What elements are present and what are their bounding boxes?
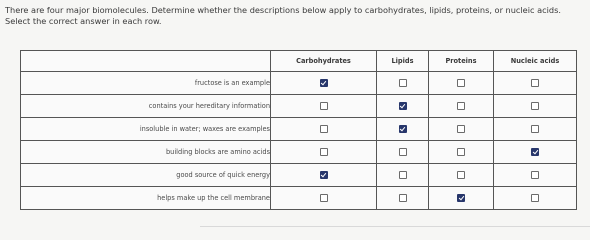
checkbox[interactable]	[457, 148, 465, 156]
checkbox[interactable]	[399, 102, 407, 110]
checkbox[interactable]	[457, 125, 465, 133]
cell-nucleic-acids	[494, 187, 577, 210]
cell-proteins	[429, 95, 494, 118]
header-lipids: Lipids	[377, 51, 429, 72]
table-row	[21, 187, 577, 210]
checkbox[interactable]	[531, 194, 539, 202]
cell-proteins	[429, 141, 494, 164]
checkbox[interactable]	[399, 148, 407, 156]
cell-nucleic-acids	[494, 118, 577, 141]
checkbox[interactable]	[531, 79, 539, 87]
checkbox[interactable]	[457, 79, 465, 87]
checkbox[interactable]	[531, 171, 539, 179]
table-row	[21, 141, 577, 164]
checkbox[interactable]	[457, 171, 465, 179]
checkbox[interactable]	[320, 148, 328, 156]
row-description: good source of quick energy	[21, 164, 271, 187]
cell-carbohydrates	[271, 72, 377, 95]
answer-grid	[20, 50, 577, 210]
checkbox[interactable]	[531, 125, 539, 133]
cell-nucleic-acids	[494, 95, 577, 118]
checkbox[interactable]	[320, 102, 328, 110]
cell-proteins	[429, 187, 494, 210]
cell-lipids	[377, 118, 429, 141]
cell-nucleic-acids	[494, 164, 577, 187]
table-row	[21, 95, 577, 118]
table-row	[21, 118, 577, 141]
cell-carbohydrates	[271, 118, 377, 141]
checkbox[interactable]	[399, 79, 407, 87]
row-description: building blocks are amino acids	[21, 141, 271, 164]
cell-nucleic-acids	[494, 141, 577, 164]
header-row	[21, 51, 577, 72]
question-text: There are four major biomolecules. Determine whether the descriptions below apply to carbohydrates, lipids, proteins, or nucleic acids. Select the correct answer in each row.	[5, 5, 561, 26]
row-description: fructose is an example	[21, 72, 271, 95]
cell-proteins	[429, 72, 494, 95]
checkbox[interactable]	[399, 171, 407, 179]
checkbox[interactable]	[320, 125, 328, 133]
row-description: contains your hereditary information	[21, 95, 271, 118]
header-blank	[21, 51, 271, 72]
cell-lipids	[377, 95, 429, 118]
checkbox[interactable]	[531, 102, 539, 110]
checkbox[interactable]	[320, 171, 328, 179]
checkbox[interactable]	[399, 125, 407, 133]
cell-lipids	[377, 187, 429, 210]
cell-lipids	[377, 141, 429, 164]
cell-lipids	[377, 164, 429, 187]
cell-carbohydrates	[271, 95, 377, 118]
cell-carbohydrates	[271, 187, 377, 210]
header-proteins: Proteins	[429, 51, 494, 72]
table-row	[21, 72, 577, 95]
checkbox[interactable]	[399, 194, 407, 202]
checkbox[interactable]	[531, 148, 539, 156]
divider	[200, 226, 590, 227]
header-carbohydrates: Carbohydrates	[271, 51, 377, 72]
cell-carbohydrates	[271, 164, 377, 187]
row-description: helps make up the cell membrane	[21, 187, 271, 210]
cell-proteins	[429, 118, 494, 141]
table-row	[21, 164, 577, 187]
cell-carbohydrates	[271, 141, 377, 164]
checkbox[interactable]	[457, 194, 465, 202]
checkbox[interactable]	[457, 102, 465, 110]
header-nucleic-acids: Nucleic acids	[494, 51, 577, 72]
cell-proteins	[429, 164, 494, 187]
cell-lipids	[377, 72, 429, 95]
cell-nucleic-acids	[494, 72, 577, 95]
checkbox[interactable]	[320, 79, 328, 87]
row-description: insoluble in water; waxes are examples	[21, 118, 271, 141]
checkbox[interactable]	[320, 194, 328, 202]
